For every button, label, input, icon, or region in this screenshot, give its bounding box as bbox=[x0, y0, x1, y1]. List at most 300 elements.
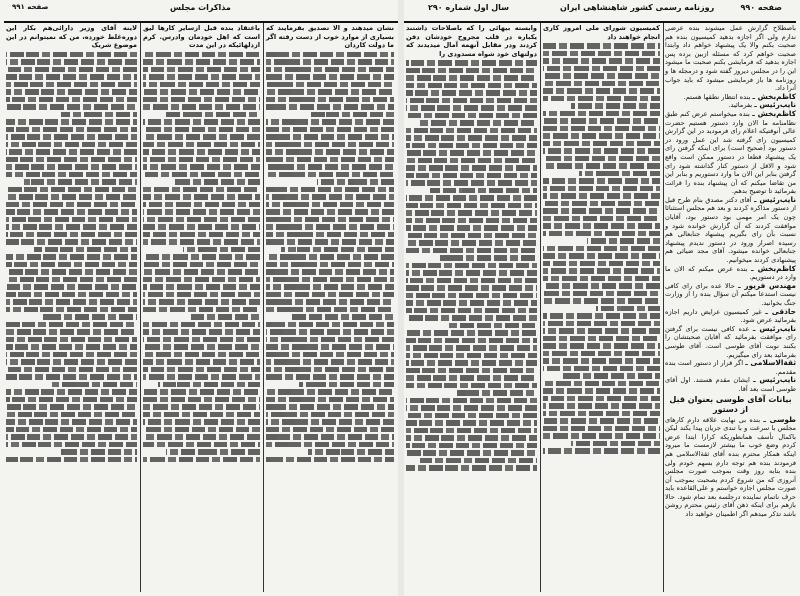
text-line bbox=[6, 127, 137, 133]
text-line bbox=[543, 396, 660, 402]
text-line bbox=[290, 314, 394, 320]
text-line bbox=[143, 292, 260, 298]
text-line bbox=[266, 149, 394, 155]
article-column bbox=[143, 24, 260, 464]
text-line bbox=[406, 420, 537, 426]
text-line bbox=[266, 412, 394, 418]
speech-text: بنده انتظار نطقها هستم. bbox=[683, 92, 751, 101]
text-line bbox=[406, 98, 537, 104]
text-line bbox=[266, 292, 394, 298]
text-line bbox=[266, 299, 394, 305]
page-number: صفحه ۹۹۱ bbox=[12, 3, 49, 11]
text-line bbox=[406, 68, 537, 74]
text-line bbox=[543, 178, 660, 184]
text-line bbox=[406, 173, 537, 179]
text-line bbox=[143, 187, 260, 193]
speech-paragraph bbox=[665, 196, 796, 265]
text-line bbox=[266, 217, 394, 223]
text-line bbox=[406, 428, 537, 434]
header-rule bbox=[4, 21, 398, 23]
article-column bbox=[543, 24, 660, 456]
speech-paragraph bbox=[665, 110, 796, 196]
speech-paragraph bbox=[665, 416, 796, 519]
text-line bbox=[543, 186, 660, 192]
text-line bbox=[6, 457, 137, 463]
text-line bbox=[543, 148, 660, 154]
speech-paragraph bbox=[665, 24, 796, 93]
text-line bbox=[406, 203, 537, 209]
column-first-line: لاینه آقای وزیر دارائی‌هم بکار این دوره‌غلط خورده، من که نمیتوانم در این موضوع شریک bbox=[6, 24, 137, 50]
speech-text: بفرمائید. bbox=[728, 101, 753, 110]
text-line bbox=[406, 158, 537, 164]
text-line bbox=[6, 397, 137, 403]
text-line bbox=[406, 330, 537, 336]
speech-text: غیر کمیسیون عرایض داریم اجازه بفرمائید عرض شود. bbox=[665, 307, 796, 325]
text-line bbox=[6, 97, 137, 103]
column-first-line: نشان میدهند و الا تصدیق بفرمایند که بسیاری از موارد خوب از دست رفته اگر ما دولت کاردان bbox=[266, 24, 394, 50]
text-line bbox=[406, 450, 537, 456]
text-line bbox=[406, 338, 537, 344]
text-line bbox=[543, 246, 660, 252]
text-line bbox=[143, 412, 260, 418]
text-line bbox=[266, 127, 394, 133]
text-line bbox=[266, 134, 394, 140]
text-line bbox=[543, 73, 660, 79]
text-line bbox=[299, 382, 394, 388]
text-line bbox=[6, 299, 137, 305]
text-line bbox=[266, 397, 394, 403]
text-line bbox=[406, 278, 537, 284]
text-line bbox=[543, 66, 660, 72]
text-line bbox=[43, 314, 137, 320]
text-line bbox=[266, 157, 394, 163]
text-line bbox=[543, 58, 660, 64]
text-line bbox=[406, 210, 537, 216]
text-line bbox=[143, 232, 260, 238]
text-line bbox=[406, 143, 537, 149]
speaker-name: ثقة‌الاسلامی ـ bbox=[745, 358, 796, 368]
text-line bbox=[6, 277, 137, 283]
text-line bbox=[543, 276, 660, 282]
text-line bbox=[406, 405, 537, 411]
text-line bbox=[143, 307, 260, 313]
text-line bbox=[406, 435, 537, 441]
text-line bbox=[543, 216, 660, 222]
text-line bbox=[52, 382, 137, 388]
text-line bbox=[6, 352, 137, 358]
text-line bbox=[543, 336, 660, 342]
text-line bbox=[6, 59, 137, 65]
text-line bbox=[143, 457, 260, 463]
text-line bbox=[6, 149, 137, 155]
text-line bbox=[543, 223, 660, 229]
text-line bbox=[143, 374, 260, 380]
speech-text: عده کافی نیست برای گرفتن رای موافقت بفرمائید که آقایان صحبتشان را بکنند نوبت آقای طوسی است. آقای طوسی بفرمائید بعد رای میگیریم. bbox=[665, 324, 796, 359]
text-line bbox=[61, 112, 137, 118]
text-line bbox=[6, 134, 137, 140]
text-line bbox=[143, 404, 260, 410]
column-first-line: باعتقاد بنده قبل ازسایر کارها لیق است که اهل خودمان وادرس. کرم ازدلهائیکه در این مدت bbox=[143, 24, 260, 50]
text-line bbox=[266, 164, 394, 170]
text-line bbox=[579, 171, 660, 177]
text-line bbox=[143, 397, 260, 403]
text-line bbox=[266, 269, 394, 275]
header-rule bbox=[404, 21, 796, 23]
text-line bbox=[6, 269, 137, 275]
text-line bbox=[543, 403, 660, 409]
page-gutter bbox=[398, 0, 404, 596]
text-line bbox=[6, 404, 137, 410]
text-line bbox=[166, 449, 260, 455]
text-line bbox=[143, 194, 260, 200]
text-line bbox=[266, 419, 394, 425]
text-line bbox=[543, 156, 660, 162]
text-line bbox=[6, 389, 137, 395]
speech-text: اگر قرار از دستور است بنده مقدمم. bbox=[665, 359, 796, 376]
text-line bbox=[406, 195, 537, 201]
text-line bbox=[543, 201, 660, 207]
text-line bbox=[439, 255, 537, 261]
text-line bbox=[266, 142, 394, 148]
text-line bbox=[543, 283, 660, 289]
text-line bbox=[266, 277, 394, 283]
speaker-name: حاذقی ـ bbox=[765, 306, 796, 316]
article-column bbox=[6, 24, 137, 464]
text-line bbox=[6, 359, 137, 365]
column-first-line: کمیسیون شورای ملی امروز کاری انجام خواهند داد bbox=[543, 24, 660, 41]
text-line bbox=[543, 433, 660, 439]
text-line bbox=[266, 374, 394, 380]
speech-paragraph bbox=[665, 282, 796, 308]
text-line bbox=[266, 97, 394, 103]
text-line bbox=[587, 238, 660, 244]
text-line bbox=[6, 67, 137, 73]
text-line bbox=[543, 133, 660, 139]
text-line bbox=[6, 209, 137, 215]
text-line bbox=[571, 441, 660, 447]
text-line bbox=[406, 368, 537, 374]
text-line bbox=[406, 150, 537, 156]
text-line bbox=[317, 179, 394, 185]
text-line bbox=[61, 449, 137, 455]
text-line bbox=[406, 263, 537, 269]
text-line bbox=[406, 128, 537, 134]
text-line bbox=[6, 434, 137, 440]
text-line bbox=[166, 112, 260, 118]
text-line bbox=[266, 82, 394, 88]
text-line bbox=[6, 239, 137, 245]
text-line bbox=[543, 193, 660, 199]
text-line bbox=[143, 224, 260, 230]
text-line bbox=[6, 344, 137, 350]
speech-paragraph bbox=[665, 265, 796, 282]
text-line bbox=[143, 277, 260, 283]
text-line bbox=[448, 323, 537, 329]
text-line bbox=[543, 411, 660, 417]
text-line bbox=[406, 465, 537, 471]
text-line bbox=[143, 389, 260, 395]
text-line bbox=[266, 329, 394, 335]
text-line bbox=[143, 217, 260, 223]
text-line bbox=[6, 307, 137, 313]
text-line bbox=[406, 113, 537, 119]
text-line bbox=[143, 142, 260, 148]
illegible-text-block bbox=[143, 52, 260, 463]
text-line bbox=[406, 248, 537, 254]
text-line bbox=[543, 126, 660, 132]
page-number: صفحه ۹۹۰ bbox=[740, 3, 782, 12]
text-line bbox=[406, 135, 537, 141]
text-line bbox=[158, 382, 260, 388]
text-line bbox=[406, 240, 537, 246]
illegible-text-block bbox=[543, 43, 660, 454]
text-line bbox=[543, 366, 660, 372]
text-line bbox=[266, 59, 394, 65]
text-line bbox=[143, 352, 260, 358]
text-line bbox=[543, 43, 660, 49]
text-line bbox=[6, 442, 137, 448]
article-column bbox=[266, 24, 394, 464]
text-line bbox=[266, 104, 394, 110]
column-divider bbox=[663, 23, 664, 592]
speaker-name: نایب‌رئیس ـ bbox=[754, 194, 796, 204]
section-title: مذاکرات مجلس bbox=[170, 3, 231, 12]
text-line bbox=[543, 163, 660, 169]
text-line bbox=[143, 419, 260, 425]
text-line bbox=[143, 239, 260, 245]
text-line bbox=[266, 209, 394, 215]
text-line bbox=[143, 367, 260, 373]
text-line bbox=[543, 268, 660, 274]
text-line bbox=[143, 89, 260, 95]
article-column bbox=[406, 24, 537, 473]
text-line bbox=[406, 315, 537, 321]
text-line bbox=[6, 104, 137, 110]
speaker-name: نایب‌رئیس ـ bbox=[752, 323, 796, 333]
text-line bbox=[543, 381, 660, 387]
article-heading: بیانات آقای طوسی بعنوان قبل از دستور bbox=[669, 394, 792, 414]
speech-text: حالا عده برای رای کافی نیست استدعا میکنم آن سؤال بنده را از وزارت جنگ بخوانید. bbox=[665, 281, 796, 307]
text-line bbox=[266, 337, 394, 343]
text-line bbox=[543, 81, 660, 87]
text-line bbox=[143, 157, 260, 163]
text-line bbox=[571, 103, 660, 109]
column-first-line: وابسته بیهائی را که باصلاحات داشتند یکباره در قلب مجروح خودشان دفن کردند ودر مقابل آنهمه آمال میدیدند که دولتهای خود شواه مسدودی را bbox=[406, 24, 537, 58]
text-line bbox=[406, 413, 537, 419]
text-line bbox=[406, 300, 537, 306]
text-line bbox=[266, 442, 394, 448]
text-line bbox=[143, 119, 260, 125]
text-line bbox=[543, 351, 660, 357]
speaker-name: طوسی ـ bbox=[763, 414, 796, 424]
article-column bbox=[665, 24, 796, 519]
text-line bbox=[563, 373, 660, 379]
text-line bbox=[143, 427, 260, 433]
text-line bbox=[175, 179, 260, 185]
text-line bbox=[406, 165, 537, 171]
text-line bbox=[266, 254, 394, 260]
text-line bbox=[406, 83, 537, 89]
text-line bbox=[6, 337, 137, 343]
text-line bbox=[543, 328, 660, 334]
text-line bbox=[543, 426, 660, 432]
text-line bbox=[143, 134, 260, 140]
text-line bbox=[6, 329, 137, 335]
speech-paragraph bbox=[665, 308, 796, 325]
text-line bbox=[266, 224, 394, 230]
text-line bbox=[266, 89, 394, 95]
text-line bbox=[6, 194, 137, 200]
text-line bbox=[420, 120, 537, 126]
speaker-name: نایب‌رئیس ـ bbox=[753, 375, 796, 385]
text-line bbox=[6, 427, 137, 433]
text-line bbox=[143, 149, 260, 155]
text-line bbox=[596, 306, 660, 312]
text-line bbox=[543, 343, 660, 349]
text-line bbox=[406, 353, 537, 359]
text-line bbox=[543, 418, 660, 424]
text-line bbox=[266, 194, 394, 200]
text-line bbox=[6, 187, 137, 193]
text-line bbox=[406, 270, 537, 276]
text-line bbox=[406, 308, 537, 314]
text-line bbox=[266, 262, 394, 268]
text-line bbox=[6, 322, 137, 328]
text-line bbox=[6, 74, 137, 80]
text-line bbox=[266, 239, 394, 245]
text-line bbox=[143, 74, 260, 80]
text-line bbox=[420, 458, 537, 464]
speech-paragraph bbox=[665, 376, 796, 393]
text-line bbox=[143, 254, 260, 260]
text-line bbox=[143, 97, 260, 103]
text-line bbox=[406, 375, 537, 381]
text-line bbox=[143, 329, 260, 335]
text-line bbox=[406, 285, 537, 291]
text-line bbox=[266, 52, 394, 58]
text-line bbox=[266, 352, 394, 358]
text-line bbox=[191, 314, 260, 320]
text-line bbox=[143, 344, 260, 350]
text-line bbox=[266, 367, 394, 373]
text-line bbox=[266, 457, 394, 463]
text-line bbox=[266, 232, 394, 238]
text-line bbox=[543, 88, 660, 94]
text-line bbox=[457, 390, 537, 396]
text-line bbox=[266, 284, 394, 290]
text-line bbox=[143, 172, 260, 178]
text-line bbox=[543, 358, 660, 364]
text-line bbox=[143, 262, 260, 268]
text-line bbox=[6, 142, 137, 148]
text-line bbox=[543, 51, 660, 57]
text-line bbox=[266, 322, 394, 328]
text-line bbox=[281, 247, 394, 253]
text-line bbox=[6, 52, 137, 58]
text-line bbox=[143, 202, 260, 208]
text-line bbox=[406, 218, 537, 224]
text-line bbox=[543, 261, 660, 267]
text-line bbox=[6, 172, 137, 178]
text-line bbox=[406, 345, 537, 351]
text-line bbox=[183, 247, 260, 253]
text-line bbox=[143, 67, 260, 73]
text-line bbox=[543, 118, 660, 124]
speaker-name: کاظم‌بخش ـ bbox=[752, 91, 796, 101]
text-line bbox=[266, 344, 394, 350]
text-line bbox=[543, 208, 660, 214]
text-line bbox=[406, 180, 537, 186]
speaker-name: مهندس فریور ـ bbox=[738, 280, 796, 290]
text-line bbox=[543, 321, 660, 327]
speech-paragraph bbox=[665, 359, 796, 376]
text-line bbox=[6, 119, 137, 125]
text-line bbox=[34, 247, 137, 253]
text-line bbox=[266, 172, 394, 178]
issue-label: سال اول شماره ۲۹۰ bbox=[428, 3, 510, 12]
text-line bbox=[6, 412, 137, 418]
speech-text: بنده بی نهایت علاقه دارم کارهای مجلس با سرعت و با تندی جریان پیدا بکند لیکن باکمال تأسف همانطوریکه کرارا ابتدا عرض کردم وضع خوب ما بیشتر لازمست ما میرود اینکه همکار محترم بنده آقای ثقة‌الاسلامی هم فرمودند بنده هم توجه دارم بسهم خودم ولی بنده بنابه روز وقت بموجب صورت مجلس آنروزی که من شروع کردم بصحبت بموجب آن صورت مجلس اجازه خواستم و علی‌القاعده باید حرف ناتمام نماینده درجلسه بعد تمام شود. حالا بازهم برای اینکه ذهن آقای رئیس محترم روشن باشد تذکر میدهم اگر اطمینان خواهید داد bbox=[665, 415, 796, 519]
text-line bbox=[430, 188, 537, 194]
text-line bbox=[143, 82, 260, 88]
illegible-text-block bbox=[6, 52, 137, 463]
text-line bbox=[266, 74, 394, 80]
text-line bbox=[543, 141, 660, 147]
text-line bbox=[406, 90, 537, 96]
text-line bbox=[543, 96, 660, 102]
text-line bbox=[6, 374, 137, 380]
text-line bbox=[143, 209, 260, 215]
text-line bbox=[406, 360, 537, 366]
text-line bbox=[6, 217, 137, 223]
speech-paragraph bbox=[665, 325, 796, 359]
text-line bbox=[406, 443, 537, 449]
text-line bbox=[308, 112, 394, 118]
text-line bbox=[266, 67, 394, 73]
illegible-text-block bbox=[406, 60, 537, 471]
text-line bbox=[543, 231, 660, 237]
text-line bbox=[6, 164, 137, 170]
text-line bbox=[143, 337, 260, 343]
text-line bbox=[543, 448, 660, 454]
text-line bbox=[24, 179, 137, 185]
text-line bbox=[266, 307, 394, 313]
text-line bbox=[266, 404, 394, 410]
text-line bbox=[406, 383, 537, 389]
text-line bbox=[6, 202, 137, 208]
text-line bbox=[143, 322, 260, 328]
text-line bbox=[266, 389, 394, 395]
text-line bbox=[406, 75, 537, 81]
text-line bbox=[308, 449, 394, 455]
text-line bbox=[266, 119, 394, 125]
speech-text: بنده عرض میکنم که الان ما وارد در دستوریم. bbox=[665, 264, 796, 282]
text-line bbox=[266, 359, 394, 365]
text-line bbox=[406, 225, 537, 231]
speaker-name: کاظم‌بخش ـ bbox=[752, 108, 796, 118]
text-line bbox=[406, 233, 537, 239]
text-line bbox=[6, 367, 137, 373]
text-line bbox=[266, 202, 394, 208]
text-line bbox=[6, 224, 137, 230]
text-line bbox=[543, 298, 660, 304]
text-line bbox=[6, 292, 137, 298]
speech-text: بنده میخواستم عرض کنم طبق نظامنامه ما الان وارد دستور هستیم حضرت عالی آنوقتیکه اعلام رای فرمودید در این گزارش کمیسیون رای گرفته شد این عمل ورود در دستور بود (صحیح است) برای اینکه گرفتن رای یک پیشنهاد قطعا در دستور ممکن است واقع شود و الاقل از دستور کنار گذاشته شود رای گرفتن بنابر این الان ما وارد دستوریم و بنابر این من تقاضا میکنم که آن پیشنهاد بنده را قرائت بفرمائید تا توضیح بدهم. bbox=[665, 109, 796, 196]
text-line bbox=[543, 291, 660, 297]
text-line bbox=[6, 284, 137, 290]
text-line bbox=[406, 293, 537, 299]
text-line bbox=[143, 59, 260, 65]
